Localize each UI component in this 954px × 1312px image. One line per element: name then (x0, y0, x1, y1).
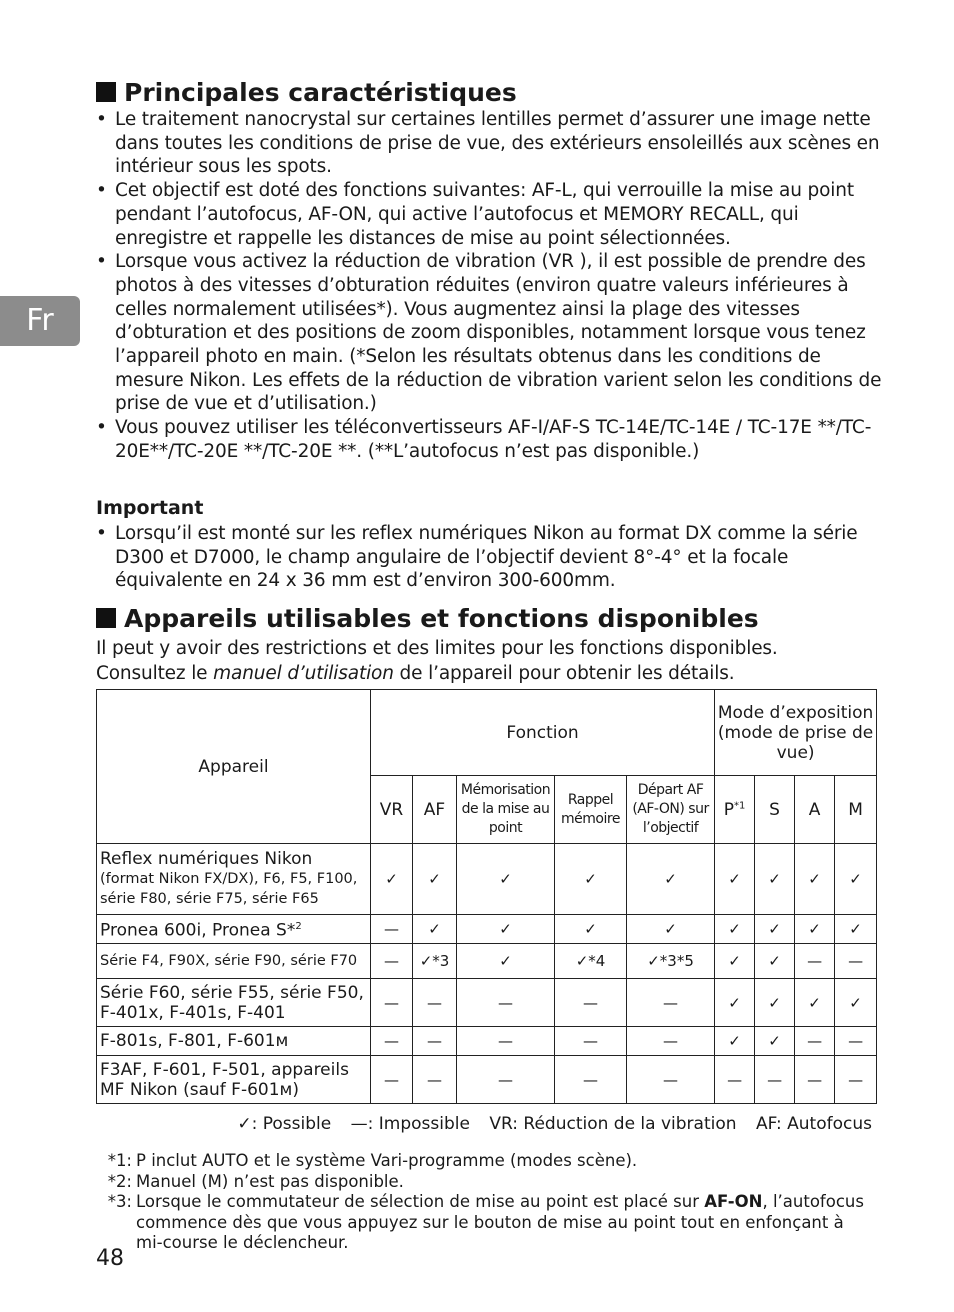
header-mode: Mode d’exposition (mode de prise de vue) (715, 690, 877, 776)
important-heading: Important (96, 497, 204, 519)
section-title-text: Principales caractéristiques (124, 78, 517, 107)
list-item: • Vous pouvez utiliser les téléconvertisseurs AF-I/AF-S TC-14E/TC-14E / TC-17E **/TC-20E**/TC-20E **/TC-20E **. (**L’autofocus n’est pas disponible.) (96, 416, 886, 463)
section-intro (96, 636, 876, 686)
col-depart: Départ AF (AF-ON) sur l’objectif (627, 776, 715, 844)
cell: ✓ (715, 979, 755, 1027)
list-item: • Cet objectif est doté des fonctions suivantes: AF-L, qui verrouille la mise au point pendant l’autofocus, AF-ON, qui active l’autofocus et MEMORY RECALL, qui enregistre et rappelle les distances de mise au point sélectionnées. (96, 179, 886, 250)
section-title-text: Appareils utilisables et fonctions disponibles (124, 604, 759, 633)
legend-vr: VR: Réduction de la vibration (489, 1114, 737, 1134)
list-item: • Lorsque vous activez la réduction de vibration (VR ), il est possible de prendre des photos à des vitesses d’obturation réduites (environ quatre valeurs inférieures à celles normalement utilisées*). Vous augmentez ainsi la plage des vitesses d’obturation et des positions de zoom disponibles, notamment lorsque vous tenez l’appareil photo en main. (*Selon les résultats obtenus dans les conditions de mesure Nikon. Les effets de la réduction de vibration varient selon les conditions de prise de vue et d’utilisation.) (96, 250, 886, 416)
cell: — (371, 1027, 413, 1056)
col-a: A (795, 776, 835, 844)
square-bullet-icon (96, 608, 116, 628)
cell: ✓ (555, 844, 627, 915)
cell: — (795, 1056, 835, 1104)
intro-line: Consultez le manuel d’utilisation de l’appareil pour obtenir les détails. (96, 663, 735, 684)
cell: ✓*4 (555, 944, 627, 979)
header-device: Appareil (97, 690, 371, 844)
table-legend (223, 1114, 872, 1134)
legend-af: AF: Autofocus (755, 1114, 872, 1134)
col-m: M (835, 776, 877, 844)
device-cell: F-801s, F-801, F-601ᴍ (97, 1027, 371, 1056)
cell: — (795, 1027, 835, 1056)
footnote: *3: Lorsque le commutateur de sélection de mise au point est placé sur AF-ON, l’autofocus commence dès que vous appuyez sur le bouton de mise au point tout en enfonçant à mi-course le déclencheur. (107, 1192, 864, 1252)
cell: — (795, 944, 835, 979)
col-memo: Mémorisation de la mise au point (457, 776, 555, 844)
cell: ✓*3 (413, 944, 457, 979)
cell: ✓ (457, 844, 555, 915)
cell: — (627, 1056, 715, 1104)
legend-impossible: —: Impossible (350, 1114, 470, 1134)
cell: ✓ (413, 844, 457, 915)
list-item: • Le traitement nanocrystal sur certaines lentilles permet d’assurer une image nette dans toutes les conditions de prise de vue, des extérieurs ensoleillés aux scènes en intérieur sous les spots. (96, 108, 886, 179)
col-vr: VR (371, 776, 413, 844)
cell: ✓ (715, 1027, 755, 1056)
cell: ✓ (457, 915, 555, 944)
table-row (97, 915, 877, 944)
feature-list (96, 108, 886, 464)
cell: ✓ (627, 915, 715, 944)
list-item: • Lorsqu’il est monté sur les reflex numériques Nikon au format DX comme la série D300 et D7000, le champ angulaire de l’objectif devient 8°-4° et la focale équivalente en 24 x 36 mm est d’environ 300-600mm. (96, 522, 886, 593)
language-tab: Fr (0, 296, 80, 346)
cell: — (371, 944, 413, 979)
cell: — (371, 979, 413, 1027)
table-row (97, 1056, 877, 1104)
cell: — (627, 1027, 715, 1056)
device-cell: Pronea 600i, Pronea S*$^2$ (97, 915, 371, 944)
table-row (97, 844, 877, 915)
cell: — (371, 915, 413, 944)
cell: ✓ (755, 979, 795, 1027)
cell: ✓ (835, 979, 877, 1027)
footnote: *1: P inclut AUTO et le système Vari-programme (modes scène). (107, 1151, 638, 1170)
manual-reference: manuel d’utilisation (213, 663, 394, 684)
col-rappel: Rappel mémoire (555, 776, 627, 844)
col-s: S (755, 776, 795, 844)
page-number: 48 (96, 1246, 124, 1271)
device-cell: Reflex numériques Nikon (format Nikon FX/DX), F6, F5, F100, série F80, série F75, série F65 (97, 844, 371, 915)
cell: ✓ (795, 915, 835, 944)
cell: — (413, 1027, 457, 1056)
cell: ✓*3*5 (627, 944, 715, 979)
device-cell: F3AF, F-601, F-501, appareils MF Nikon (sauf F-601ᴍ) (97, 1056, 371, 1104)
device-cell: Série F60, série F55, série F50, F-401x, F-401s, F-401 (97, 979, 371, 1027)
cell: — (413, 1056, 457, 1104)
compatibility-table (96, 689, 877, 1104)
header-function: Fonction (371, 690, 715, 776)
cell: ✓ (413, 915, 457, 944)
cell: ✓ (795, 844, 835, 915)
cell: ✓ (795, 979, 835, 1027)
cell: ✓ (371, 844, 413, 915)
cell: ✓ (715, 944, 755, 979)
cell: ✓ (627, 844, 715, 915)
cell: — (835, 1056, 877, 1104)
cell: ✓ (835, 844, 877, 915)
device-cell: Série F4, F90X, série F90, série F70 (97, 944, 371, 979)
intro-line: Il peut y avoir des restrictions et des limites pour les fonctions disponibles. (96, 638, 778, 659)
cell: — (457, 1056, 555, 1104)
cell: — (755, 1056, 795, 1104)
cell: — (555, 979, 627, 1027)
cell: ✓ (755, 844, 795, 915)
cell: — (715, 1056, 755, 1104)
footnotes (96, 1151, 866, 1254)
cell: — (835, 1027, 877, 1056)
footnote: *2: Manuel (M) n’est pas disponible. (107, 1171, 404, 1191)
cell: ✓ (755, 915, 795, 944)
legend-possible: ✓: Possible (237, 1114, 332, 1134)
col-p: $P^{*1}$ (715, 776, 755, 844)
cell: ✓ (755, 1027, 795, 1056)
section-title-compatible (96, 604, 759, 633)
cell: ✓ (457, 944, 555, 979)
cell: — (555, 1056, 627, 1104)
table-row (97, 979, 877, 1027)
col-af: AF (413, 776, 457, 844)
table-row (97, 944, 877, 979)
cell: ✓ (755, 944, 795, 979)
cell: ✓ (715, 915, 755, 944)
table-row (97, 1027, 877, 1056)
cell: — (413, 979, 457, 1027)
cell: — (457, 979, 555, 1027)
cell: — (627, 979, 715, 1027)
cell: — (835, 944, 877, 979)
important-list (96, 522, 886, 593)
cell: — (371, 1056, 413, 1104)
cell: ✓ (835, 915, 877, 944)
cell: ✓ (555, 915, 627, 944)
cell: ✓ (715, 844, 755, 915)
cell: — (555, 1027, 627, 1056)
section-title-features (96, 78, 517, 107)
cell: — (457, 1027, 555, 1056)
square-bullet-icon (96, 82, 116, 102)
